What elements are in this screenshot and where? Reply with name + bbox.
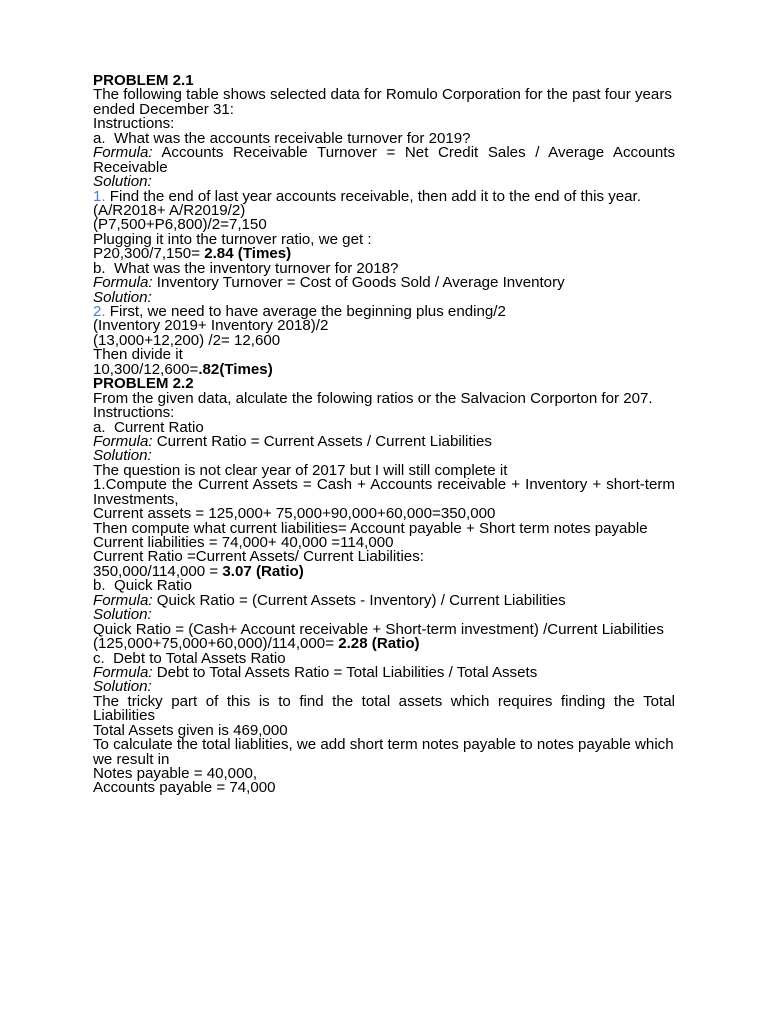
- formula-text: Quick Ratio = (Current Assets - Inventory) / Current Liabilities: [152, 591, 566, 609]
- working-line: Plugging it into the turnover ratio, we get :: [93, 230, 372, 248]
- solution-label: Solution:: [93, 173, 152, 191]
- working-line: Liabilities: [93, 707, 156, 725]
- formula-label: Formula:: [93, 432, 153, 450]
- working-line: (Inventory 2019+ Inventory 2018)/2: [93, 317, 329, 335]
- working-line: Current Ratio =Current Assets/ Current Liabilities:: [93, 548, 424, 566]
- step-number: 1.: [93, 187, 106, 205]
- question-line: a. What was the accounts receivable turnover for 2019?: [93, 129, 471, 147]
- instructions-label: Instructions:: [93, 404, 175, 422]
- result-prefix: 350,000/114,000 =: [93, 562, 223, 580]
- problem-heading: PROBLEM 2.2: [93, 375, 194, 393]
- step-number: 2.: [93, 303, 106, 320]
- working-line: Notes payable = 40,000,: [93, 765, 258, 782]
- result-prefix: (125,000+75,000+60,000)/114,000=: [93, 635, 339, 653]
- problem-2-2: [93, 377, 675, 796]
- problem-intro-line: The following table shows selected data for Romulo Corporation for the past four years: [93, 86, 672, 104]
- question-line: b. What was the inventory turnover for 2018?: [93, 259, 399, 277]
- working-line: Then divide it: [93, 346, 183, 364]
- problem-heading: PROBLEM 2.1: [93, 72, 194, 89]
- formula-line: [93, 146, 675, 160]
- result-value: 2.84 (Times): [204, 245, 292, 263]
- working-line: To calculate the total liablities, we add short term notes payable to notes payable which: [93, 736, 674, 754]
- working-line: we result in: [93, 750, 170, 768]
- formula-text: Debt to Total Assets Ratio = Total Liabilities / Total Assets: [152, 663, 538, 681]
- result-value: 2.28 (Ratio): [338, 635, 420, 653]
- working-line: Then compute what current liabilities= Account payable + Short term notes payable: [93, 519, 648, 537]
- working-line: 1.Compute the Current Assets = Cash + Accounts receivable + Inventory + short-term: [93, 476, 675, 494]
- working-line: The tricky part of this is to find the total assets which requires finding the Total: [93, 692, 675, 710]
- document-body: [93, 74, 675, 796]
- formula-line: [93, 591, 675, 609]
- formula-text: Inventory Turnover = Cost of Goods Sold / Average Inventory: [152, 274, 565, 292]
- formula-continuation: Receivable: [93, 158, 168, 176]
- formula-label: Formula:: [93, 144, 153, 162]
- formula-line: [93, 276, 675, 290]
- step-text: First, we need to have average the beginning plus ending/2: [105, 303, 506, 320]
- working-line: Accounts payable = 74,000: [93, 779, 276, 797]
- question-line: c. Debt to Total Assets Ratio: [93, 649, 286, 667]
- problem-intro-line: ended December 31:: [93, 100, 234, 118]
- formula-label: Formula:: [93, 663, 153, 681]
- formula-line: [93, 432, 675, 450]
- question-line: a. Current Ratio: [93, 418, 204, 436]
- working-line: Current liabilities = 74,000+ 40,000 =114,000: [93, 534, 394, 551]
- working-line: (13,000+12,200) /2= 12,600: [93, 331, 281, 349]
- solution-label: Solution:: [93, 678, 152, 696]
- problem-2-1: [93, 74, 675, 377]
- formula-label: Formula:: [93, 591, 153, 609]
- formula-label: Formula:: [93, 274, 153, 292]
- formula-text: Current Ratio = Current Assets / Current Liabilities: [152, 432, 492, 450]
- working-line: (P7,500+P6,800)/2=7,150: [93, 216, 267, 234]
- working-line: The question is not clear year of 2017 but I will still complete it: [93, 461, 508, 479]
- solution-label: Solution:: [93, 606, 152, 624]
- working-line: Current assets = 125,000+ 75,000+90,000+60,000=350,000: [93, 505, 496, 523]
- formula-text: Accounts Receivable Turnover = Net Credit Sales / Average Accounts: [152, 144, 675, 162]
- solution-label: Solution:: [93, 447, 152, 465]
- solution-label: Solution:: [93, 288, 152, 306]
- instructions-label: Instructions:: [93, 115, 175, 133]
- working-line: Total Assets given is 469,000: [93, 721, 288, 739]
- working-line: Quick Ratio = (Cash+ Account receivable + Short-term investment) /Current Liabilities: [93, 620, 664, 638]
- formula-line: [93, 663, 675, 681]
- step-text: Find the end of last year accounts receivable, then add it to the end of this year.: [105, 187, 641, 205]
- result-prefix: 10,300/12,600=: [93, 360, 199, 378]
- working-line: Investments,: [93, 490, 179, 508]
- question-line: b. Quick Ratio: [93, 577, 192, 595]
- working-line: (A/R2018+ A/R2019/2): [93, 201, 246, 219]
- result-value: 3.07 (Ratio): [222, 562, 304, 580]
- result-prefix: P20,300/7,150=: [93, 245, 205, 263]
- result-value: .82(Times): [198, 360, 273, 378]
- problem-intro-line: From the given data, alculate the folowing ratios or the Salvacion Corporton for 207.: [93, 389, 653, 407]
